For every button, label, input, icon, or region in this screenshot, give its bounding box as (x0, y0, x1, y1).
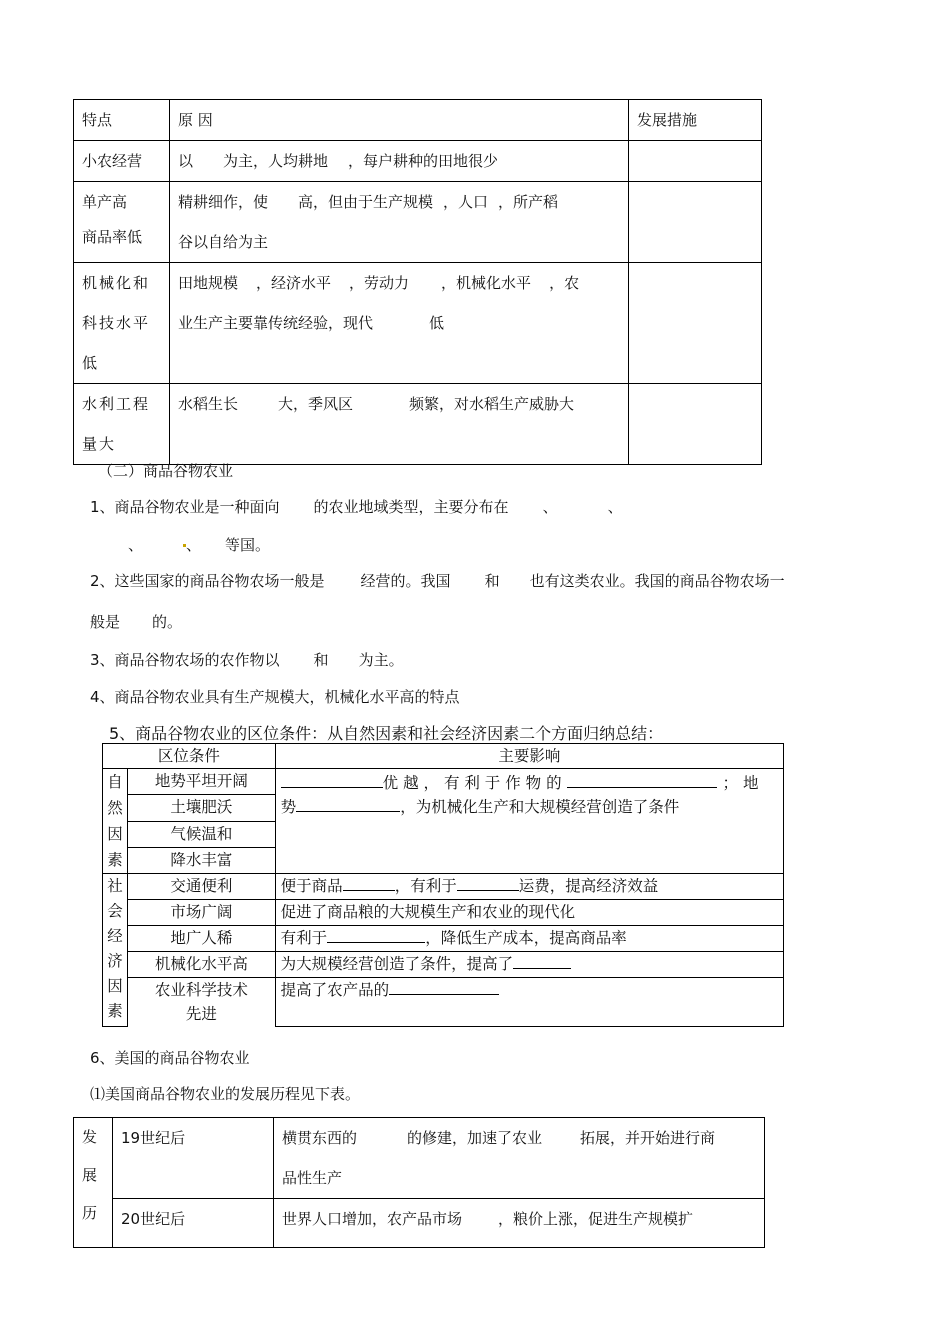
natural-factor-label: 自 然 因 素 (103, 769, 128, 874)
section-heading: （二）商品谷物农业 (98, 462, 234, 480)
question-6-1: ⑴美国商品谷物农业的发展历程见下表。 (90, 1085, 361, 1103)
impact-cell: 提高了农产品的 (275, 978, 783, 1027)
measure-cell (629, 182, 762, 263)
impact-cell: 为大规模经营创造了条件，提高了 (275, 952, 783, 978)
feature-cell: 机械化和 科技水平 低 (74, 263, 170, 384)
condition-cell: 农业科学技术 先进 (128, 978, 276, 1027)
condition-cell: 交通便利 (128, 874, 276, 900)
question-2-line-1: 2、这些国家的商品谷物农场一般是 经营的。我国 和 也有这类农业。我国的商品谷物农场一 (90, 572, 785, 590)
reason-cell: 田地规模 ，经济水平 ，劳动力 ，机械化水平 ，农 业生产主要靠传统经验，现代 低 (170, 263, 629, 384)
development-text-cell: 横贯东西的 的修建，加速了农业 拓展，并开始进行商 品性生产 (274, 1118, 765, 1199)
table-row (74, 1118, 765, 1199)
impact-cell: 便于商品 ，有利于 运费，提高经济效益 (275, 874, 783, 900)
period-cell: 19世纪后 (113, 1118, 274, 1199)
development-text-cell: 世界人口增加，农产品市场 ，粮价上涨，促进生产规模扩 (274, 1199, 765, 1248)
condition-cell: 市场广阔 (128, 900, 276, 926)
feature-cell: 水利工程 量大 (74, 384, 170, 465)
period-cell: 20世纪后 (113, 1199, 274, 1248)
measure-cell (629, 384, 762, 465)
reason-cell: 精耕细作，使 高，但由于生产规模 ，人口 ，所产稻 谷以自给为主 (170, 182, 629, 263)
feature-cell: 小农经营 (74, 141, 170, 182)
question-1-line-1: 1、商品谷物农业是一种面向 的农业地域类型，主要分布在 、 、 (90, 498, 623, 516)
measure-cell (629, 141, 762, 182)
header-feature: 特点 (74, 100, 170, 141)
header-reason: 原 因 (170, 100, 629, 141)
natural-row (103, 769, 784, 795)
question-1-line-2: 、 、 等国。 (128, 536, 271, 554)
question-5: 5、商品谷物农业的区位条件：从自然因素和社会经济因素二个方面归纳总结： (109, 724, 664, 743)
table-header-row (103, 744, 784, 769)
impact-cell: 有利于 ，降低生产成本，提高商品率 (275, 926, 783, 952)
table-row (74, 1199, 765, 1248)
us-development-table (73, 1117, 765, 1248)
natural-impact-cell: 优 越 ， 有 利 于 作 物 的 ； 地 势 ，为机械化生产和大规模经营创造了条件 (275, 769, 783, 874)
question-6: 6、美国的商品谷物农业 (90, 1049, 250, 1067)
condition-cell: 机械化水平高 (128, 952, 276, 978)
question-3: 3、商品谷物农场的农作物以 和 为主。 (90, 651, 404, 669)
social-factor-label: 社 会 经 济 因 素 (103, 874, 128, 1027)
reason-cell: 以 为主，人均耕地 ，每户耕种的田地很少 (170, 141, 629, 182)
condition-cell: 土壤肥沃 (128, 795, 276, 821)
reason-cell: 水稻生长 大，季风区 频繁，对水稻生产威胁大 (170, 384, 629, 465)
question-2-line-2: 般是 的。 (90, 613, 183, 631)
location-conditions-table (102, 743, 784, 1027)
question-4: 4、商品谷物农业具有生产规模大，机械化水平高的特点 (90, 688, 460, 706)
header-impact: 主要影响 (275, 744, 783, 769)
condition-cell: 气候温和 (128, 821, 276, 847)
table-row (74, 141, 762, 182)
measure-cell (629, 263, 762, 384)
rice-features-table (73, 99, 762, 465)
condition-cell: 地广人稀 (128, 926, 276, 952)
condition-cell: 降水丰富 (128, 847, 276, 873)
impact-cell: 促进了商品粮的大规模生产和农业的现代化 (275, 900, 783, 926)
table-row (74, 384, 762, 465)
feature-cell: 单产高 商品率低 (74, 182, 170, 263)
condition-cell: 地势平坦开阔 (128, 769, 276, 795)
table-header-row (74, 100, 762, 141)
table-row (74, 263, 762, 384)
header-condition: 区位条件 (103, 744, 276, 769)
development-label: 发 展 历 (74, 1118, 113, 1248)
table-row (74, 182, 762, 263)
social-row (103, 874, 784, 900)
header-measures: 发展措施 (629, 100, 762, 141)
